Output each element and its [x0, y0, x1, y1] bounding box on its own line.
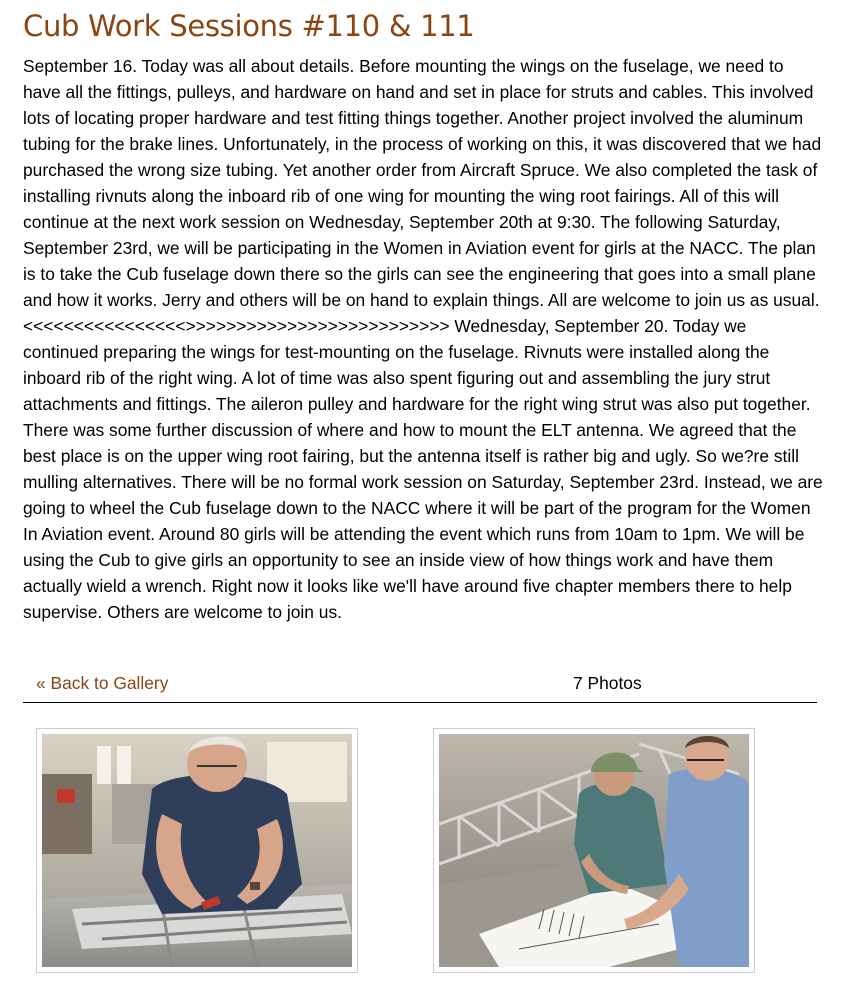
- post-body: [23, 53, 823, 625]
- photo-count: 7 Photos: [573, 673, 642, 693]
- photo-thumbnail-2[interactable]: [433, 728, 755, 973]
- page-title: Cub Work Sessions #110 & 111: [23, 9, 475, 43]
- photo-men-reviewing-plans: [439, 734, 749, 967]
- paragraph-session-110: September 16. Today was all about details. Before mounting the wings on the fuselage, we need to have all the fittings, pulleys, and hardware on hand and set in place for struts and cables. This involved lots of locating proper hardware and test fitting things together. Another project involved the aluminum tubing for the brake lines. Unfortunately, in the process of working on this, it was discovered that we had purchased the wrong size tubing. Yet another order from Aircraft Spruce. We also completed the task of installing rivnuts along the inboard rib of one wing for mounting the wing root fairings. All of this will continue at the next work session on Wednesday, September 20th at 9:30. The following Saturday, September 23rd, we will be participating in the Women in Aviation event for girls at the NACC. The plan is to take the Cub fuselage down there so the girls can see the engineering that goes into a small plane and how it works. Jerry and others will be on hand to explain things. All are welcome to join us as usual.: [23, 56, 822, 310]
- photo-thumbnail-1[interactable]: [36, 728, 358, 973]
- paragraph-session-111: <<<<<<<<<<<<<<<<>>>>>>>>>>>>>>>>>>>>>>>>>> Wednesday, September 20. Today we continued preparing the wings for test-mounting on the fuselage. Rivnuts were installed along the inboard rib of the right wing. A lot of time was also spent figuring out and assembling the jury strut attachments and fittings. The aileron pulley and hardware for the right wing strut was also put together. There was some further discussion of where and how to mount the ELT antenna. We agreed that the best place is on the upper wing root fairing, but the antenna itself is rather big and ugly. So we?re still mulling alternatives. There will be no formal work session on Saturday, September 23rd. Instead, we are going to wheel the Cub fuselage down to the NACC where it will be part of the program for the Women In Aviation event. Around 80 girls will be attending the event which runs from 10am to 1pm. We will be using the Cub to give girls an opportunity to see an inside view of how things work and have them actually wield a wrench. Right now it looks like we'll have around five chapter members there to help supervise. Others are welcome to join us.: [23, 316, 823, 622]
- gallery-nav-bar: [23, 670, 817, 703]
- back-to-gallery-link[interactable]: « Back to Gallery: [36, 673, 169, 693]
- photo-man-working-on-wing: [42, 734, 352, 967]
